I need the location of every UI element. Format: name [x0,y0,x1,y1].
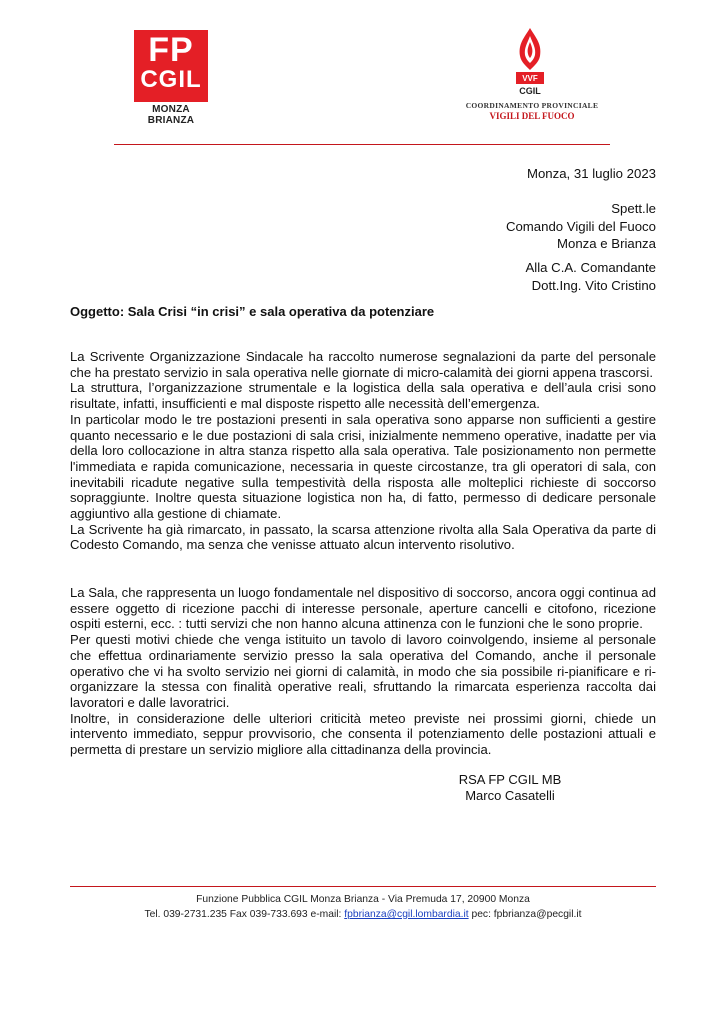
body-paragraph: La struttura, l’organizzazione strumentale e la logistica della sala operativa e dell’aula crisi sono risultate, infatti, insufficienti e mal disposte rispetto alle necessità dell’emergenza. [70,380,656,412]
attention-line: Alla C.A. Comandante [525,260,656,275]
body-paragraph: La Scrivente Organizzazione Sindacale ha raccolto numerose segnalazioni da parte del personale che ha prestato servizio in sala operativa nelle giornate di micro-calamità dei giorni appena trascorsi. [70,349,656,380]
vvf-flame-logo-icon [510,26,550,98]
vvf-badge-text: VVF [522,74,538,83]
attention-block [526,259,656,294]
signature-org: RSA FP CGIL MB [458,772,562,787]
addressee-line: Monza e Brianza [557,236,656,252]
footer-address: Funzione Pubblica CGIL Monza Brianza - Via Premuda 17, 20900 Monza [196,894,530,905]
signature-block [440,772,580,804]
footer-pec: pec: fpbrianza@pecgil.it [468,909,582,920]
footer-contacts [70,909,656,920]
coordinamento-label: COORDINAMENTO PROVINCIALE [465,101,599,110]
letter-date: Monza, 31 luglio 2023 [526,166,656,181]
body-paragraph: In particolar modo le tre postazioni presenti in sala operativa sono apparse non sufficienti a gestire quanto necessario e le due postazioni di sala crisi, inizialmente nemmeno operative, inadatte per via della loro collocazione in altra stanza rispetto alla sala operativa. Tale posizionamento non permette l'immediata e rapida comunicazione, necessaria in queste circostanze, tra gli operatori di sala, con inevitabili ricadute negative sulla tempestività della risposta alle molteplici richieste di soccorso sopraggiunte. Inoltre questa situazione logistica non ha, di fatto, permesso di dedicare personale aggiuntivo alla gestione di chiamate. [70,411,656,522]
letter-subject: Oggetto: Sala Crisi “in crisi” e sala operativa da potenziare [70,304,435,319]
body-paragraph: Per questi motivi chiede che venga istituito un tavolo di lavoro coinvolgendo, insieme al personale che effettua ordinariamente servizio presso la sala operativa del Comando, anche il personale operativo che vi ha svolto servizio nei giorni di calamità, in modo che sia possibile ri-pianificare e ri-organizzare la stessa con finalità operative reali, sfruttando la rimarcata esperienza raccolta dai lavoratori e dalle lavoratrici. [70,632,656,710]
body-paragraph: Inoltre, in considerazione delle ulteriori criticità meteo previste nei prossimi giorni, chiede un intervento immediato, seppur provvisorio, che consenta il potenziamento delle postazioni attuali e permetta di prestare un servizio migliore alla cittadinanza della provincia. [70,710,656,758]
header-divider [114,144,610,145]
body-section-2 [70,585,656,758]
vigili-del-fuoco-label: VIGILI DEL FUOCO [489,111,575,121]
footer-email-link[interactable]: fpbrianza@cgil.lombardia.it [344,909,469,920]
signature-name: Marco Casatelli [465,788,555,803]
body-section-1 [70,349,656,553]
body-paragraph: La Scrivente ha già rimarcato, in passato, la scarsa attenzione rivolta alla Sala Operativa da parte di Codesto Comando, ma senza che venisse attuato alcun intervento risolutivo. [70,521,656,553]
vvf-cgil-text: CGIL [519,86,541,96]
attention-line: Dott.Ing. Vito Cristino [531,277,656,293]
logo-subtitle: MONZA BRIANZA [147,104,195,126]
logo-fp-text: FP [148,31,194,69]
addressee-block [506,200,656,253]
body-paragraph: La Sala, che rappresenta un luogo fondamentale nel dispositivo di soccorso, ancora oggi continua ad essere oggetto di ricezione pacchi di interesse personale, aperture cancelli e citofono, ricezione ospiti esterni, ecc. : tutti servizi che non hanno alcuna attinenza con le funzioni che le sono proprie. [70,585,656,632]
fp-cgil-logo [134,30,208,102]
addressee-line: Spett.le [611,201,656,216]
logo-cgil-text: CGIL [140,66,202,93]
footer-divider [70,886,656,887]
addressee-line: Comando Vigili del Fuoco [505,218,656,234]
footer-phone-fax: Tel. 039-2731.235 Fax 039-733.693 e-mail: [144,909,345,920]
